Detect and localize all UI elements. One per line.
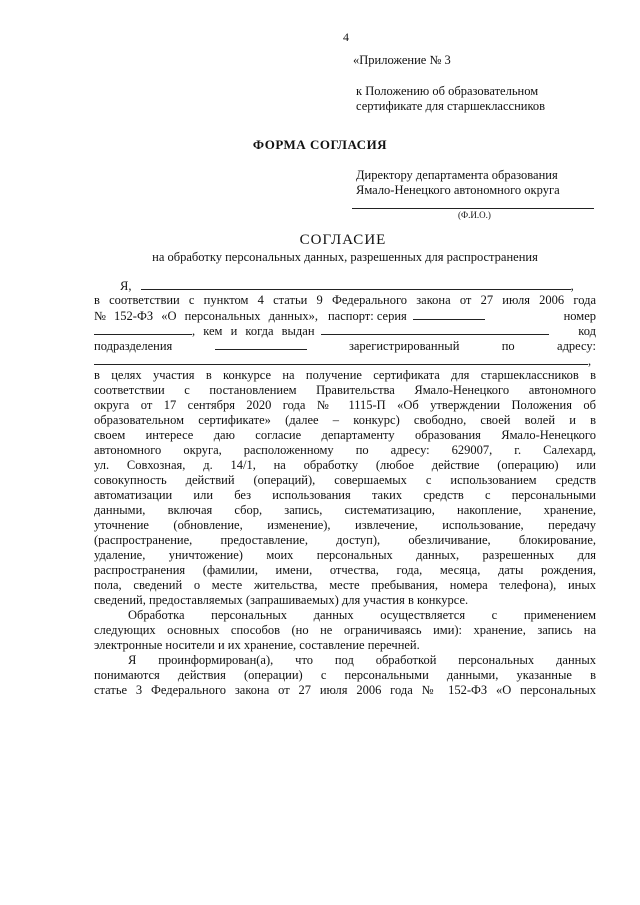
passport-number-blank[interactable]: [94, 323, 192, 335]
annex-line-2: к Положению об образовательном: [356, 84, 539, 98]
consent-subheading: на обработку персональных данных, разрешенных для распространения: [152, 250, 538, 264]
passport-line: [94, 308, 596, 323]
fio-blank-line[interactable]: [352, 208, 594, 209]
registered-label: зарегистрированный: [348, 339, 460, 353]
annex-line-3: сертификате для старшеклассников: [356, 99, 546, 113]
paragraph-3-line: понимаются действия (операции) с персональными данными, указанные в: [94, 668, 596, 682]
address-line: [94, 338, 596, 353]
paragraph-1-line: округа от 17 сентября 2020 года № 1115-П «Об утверждении Положения об: [94, 398, 596, 412]
code-label: код: [578, 324, 596, 338]
comma: ,: [588, 354, 592, 368]
paragraph-1-line: совокупность действий (операций), совершаемых с использованием средств: [94, 473, 596, 487]
paragraph-1-line: данными, включая сбор, запись, систематизацию, накопление, хранение,: [94, 503, 596, 517]
law-name-label: № 152-ФЗ «О персональных данных»,: [94, 309, 318, 323]
paragraph-1-line: удаление, уничтожение) моих персональных данных, разрешенных для: [94, 548, 596, 562]
paragraph-1-line: образовательном сертификате» (далее – конкурс) свободно, своей волей и в: [94, 413, 596, 427]
subdivision-code-blank[interactable]: [215, 338, 307, 350]
paragraph-3-line: статье 3 Федерального закона от 27 июля 2006 года № 152-ФЗ «О персональных: [94, 683, 596, 697]
address-blank-line: [94, 353, 596, 368]
form-title: ФОРМА СОГЛАСИЯ: [252, 137, 388, 152]
paragraph-1-line: автономного округа, расположенному по адресу: 629007, г. Салехард,: [94, 443, 596, 457]
addressee-line-2: Ямало-Ненецкого автономного округа: [356, 183, 560, 197]
passport-number-label: номер: [563, 309, 596, 323]
address-label: адресу:: [557, 339, 596, 353]
law-reference-line: в соответствии с пунктом 4 статьи 9 Федерального закона от 27 июля 2006 года: [94, 293, 596, 307]
subdivision-label: подразделения: [94, 339, 173, 353]
paragraph-1-line: ул. Совхозная, д. 14/1, на обработку (любое действие (операцию) или: [94, 458, 596, 472]
paragraph-1-line: своем интересе даю согласие департаменту образования Ямало-Ненецкого: [94, 428, 596, 442]
paragraph-1-line: пола, сведений о месте жительства, месте пребывания, номера телефона), иных: [94, 578, 596, 592]
comma: ,: [570, 279, 574, 293]
consent-heading: СОГЛАСИЕ: [299, 232, 387, 248]
paragraph-1-line: автоматизации или без использования таких средств с персональными: [94, 488, 596, 502]
paragraph-1-line: распространения (фамилии, имени, отчества, года, месяца, даты рождения,: [94, 563, 596, 577]
full-name-blank[interactable]: [141, 278, 571, 290]
paragraph-3-line: Я проинформирован(а), что под обработкой персональных данных: [128, 653, 596, 667]
annex-title: «Приложение № 3: [353, 53, 451, 67]
po-label: по: [501, 339, 515, 353]
paragraph-1-line: (распространение, предоставление, доступ), обезличивание, блокирование,: [94, 533, 596, 547]
page-number: 4: [343, 30, 349, 44]
paragraph-1-line: в целях участия в конкурсе на получение сертификата для старшеклассников в: [94, 368, 596, 382]
passport-series-blank[interactable]: [413, 308, 485, 320]
paragraph-1-line: уточнение (обновление, изменение), извлечение, использование, передачу: [94, 518, 596, 532]
paragraph-2-line: следующих основных способов (но не ограничиваясь ими): хранение, запись на: [94, 623, 596, 637]
address-blank[interactable]: [94, 353, 588, 365]
paragraph-2-line: электронные носители и их хранение, составление перечней.: [94, 638, 420, 652]
ya-label: Я,: [120, 279, 132, 293]
addressee-line-1: Директору департамента образования: [356, 168, 558, 182]
fio-label: (Ф.И.О.): [458, 210, 491, 220]
passport-series-label: паспорт: серия: [327, 309, 407, 323]
paragraph-1-line: сведений, предоставляемых (запрашиваемых) для участия в конкурсе.: [94, 593, 469, 607]
issued-by-blank[interactable]: [321, 323, 549, 335]
issued-label: , кем и когда выдан: [192, 324, 315, 338]
name-line: [94, 278, 596, 293]
paragraph-2-line: Обработка персональных данных осуществляется с применением: [128, 608, 596, 622]
issued-line: [94, 323, 596, 338]
paragraph-1-line: соответствии с постановлением Правительства Ямало-Ненецкого автономного: [94, 383, 596, 397]
